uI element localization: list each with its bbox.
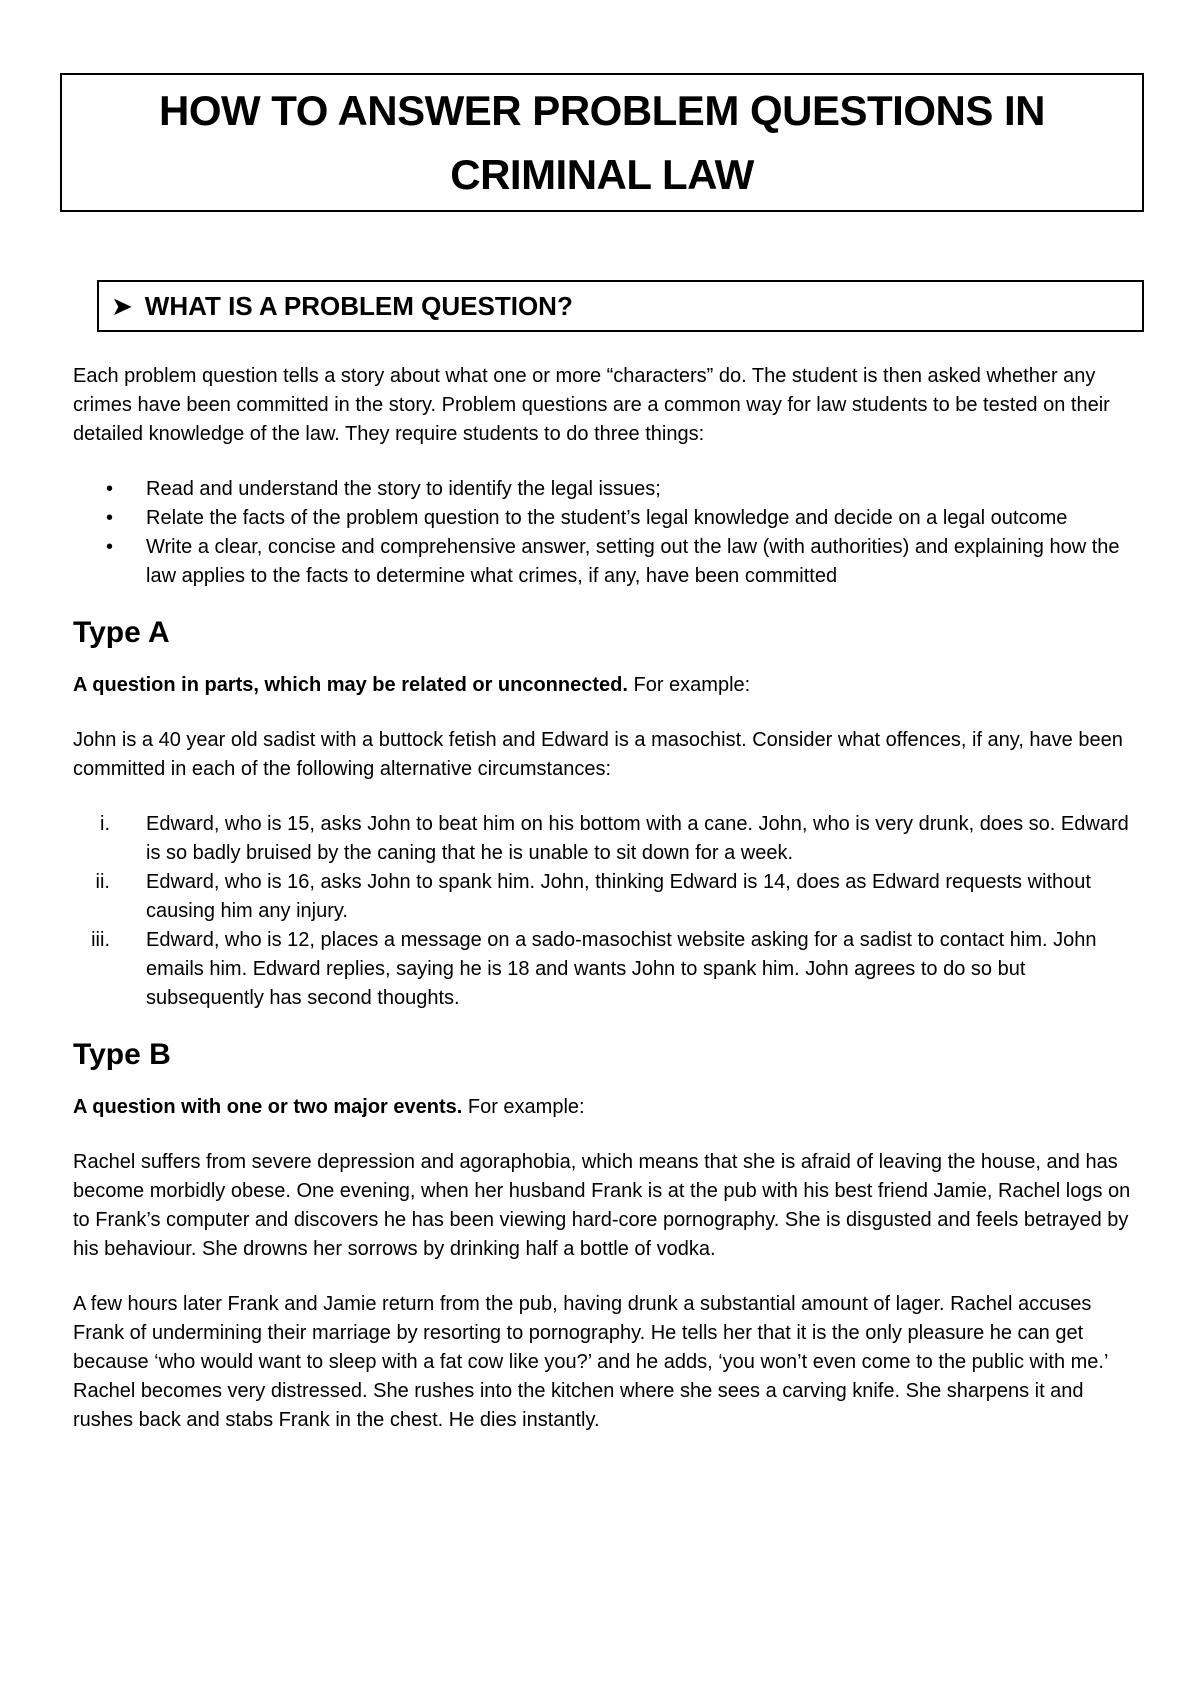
list-item-text: Read and understand the story to identify the legal issues; [146, 478, 661, 500]
type-b-lead [73, 1093, 1133, 1122]
list-item-text: Edward, who is 16, asks John to spank him. John, thinking Edward is 14, does as Edward requests without causing him any injury. [146, 871, 1091, 922]
type-b-paragraph-2: A few hours later Frank and Jamie return from the pub, having drunk a substantial amount of lager. Rachel accuses Frank of undermining their marriage by resorting to pornography. He tells her that it is the only pleasure he can get because ‘who would want to sleep with a fat cow like you?’ and he adds, ‘you won’t even come to the public with me.’ Rachel becomes very distressed. She rushes into the kitchen where she sees a carving knife. She sharpens it and rushes back and stabs Frank in the chest. He dies instantly. [73, 1293, 1108, 1431]
type-a-scenario: John is a 40 year old sadist with a buttock fetish and Edward is a masochist. Consider what offences, if any, have been committed in each of the following alternative circumstances: [73, 729, 1123, 780]
list-item [73, 504, 1133, 533]
type-a-lead-rest: For example: [627, 674, 751, 696]
list-item-marker: ii. [95, 871, 110, 893]
list-item [73, 926, 1133, 1013]
type-b-lead-rest: For example: [462, 1096, 585, 1118]
type-a-circumstances-list [73, 810, 1133, 1013]
type-a-lead [73, 671, 1133, 700]
list-item-marker: iii. [91, 929, 110, 951]
list-item-text: Write a clear, concise and comprehensive answer, setting out the law (with authorities) and explaining how the law applies to the facts to determine what crimes, if any, have been committed [146, 536, 1120, 587]
type-b-lead-bold: A question with one or two major events. [73, 1096, 463, 1118]
type-b-paragraph-1: Rachel suffers from severe depression and agoraphobia, which means that she is afraid of leaving the house, and has become morbidly obese. One evening, when her husband Frank is at the pub with his best friend Jamie, Rachel logs on to Frank’s computer and discovers he has been viewing hard-core pornography. She is disgusted and feels betrayed by his behaviour. She drowns her sorrows by drinking half a bottle of vodka. [73, 1151, 1131, 1260]
title-line-2: CRIMINAL LAW [450, 150, 754, 198]
list-item [73, 810, 1133, 868]
bullet-icon: • [105, 536, 113, 558]
section-heading-box [97, 280, 1144, 332]
list-item [73, 475, 1133, 504]
list-item-text: Edward, who is 12, places a message on a sado-masochist website asking for a sadist to contact him. John emails him. Edward replies, saying he is 18 and wants John to spank him. John agrees to do so but subsequently has second thoughts. [146, 929, 1097, 1009]
bullet-icon: • [105, 478, 113, 500]
list-item [73, 868, 1133, 926]
list-item-marker: i. [100, 813, 110, 835]
list-item-text: Relate the facts of the problem question to the student’s legal knowledge and decide on a legal outcome [146, 507, 1068, 529]
title-line-1: HOW TO ANSWER PROBLEM QUESTIONS IN [158, 86, 1046, 134]
list-item-text: Edward, who is 15, asks John to beat him on his bottom with a cane. John, who is very drunk, does so. Edward is so badly bruised by the caning that he is unable to sit down for a week. [146, 813, 1129, 864]
list-item [73, 533, 1133, 591]
arrow-right-icon: ➤ [111, 290, 133, 321]
type-a-lead-bold: A question in parts, which may be related or unconnected. [73, 674, 628, 696]
type-a-heading: Type A [73, 616, 170, 649]
document-body [73, 362, 1133, 1435]
requirements-list [73, 475, 1133, 591]
section-heading: WHAT IS A PROBLEM QUESTION? [144, 290, 573, 321]
title-box [60, 73, 1144, 212]
intro-paragraph: Each problem question tells a story about what one or more “characters” do. The student is then asked whether any crimes have been committed in the story. Problem questions are a common way for law students to be tested on their detailed knowledge of the law. They require students to do three things: [73, 365, 1110, 445]
bullet-icon: • [105, 507, 113, 529]
type-b-heading: Type B [73, 1038, 171, 1071]
